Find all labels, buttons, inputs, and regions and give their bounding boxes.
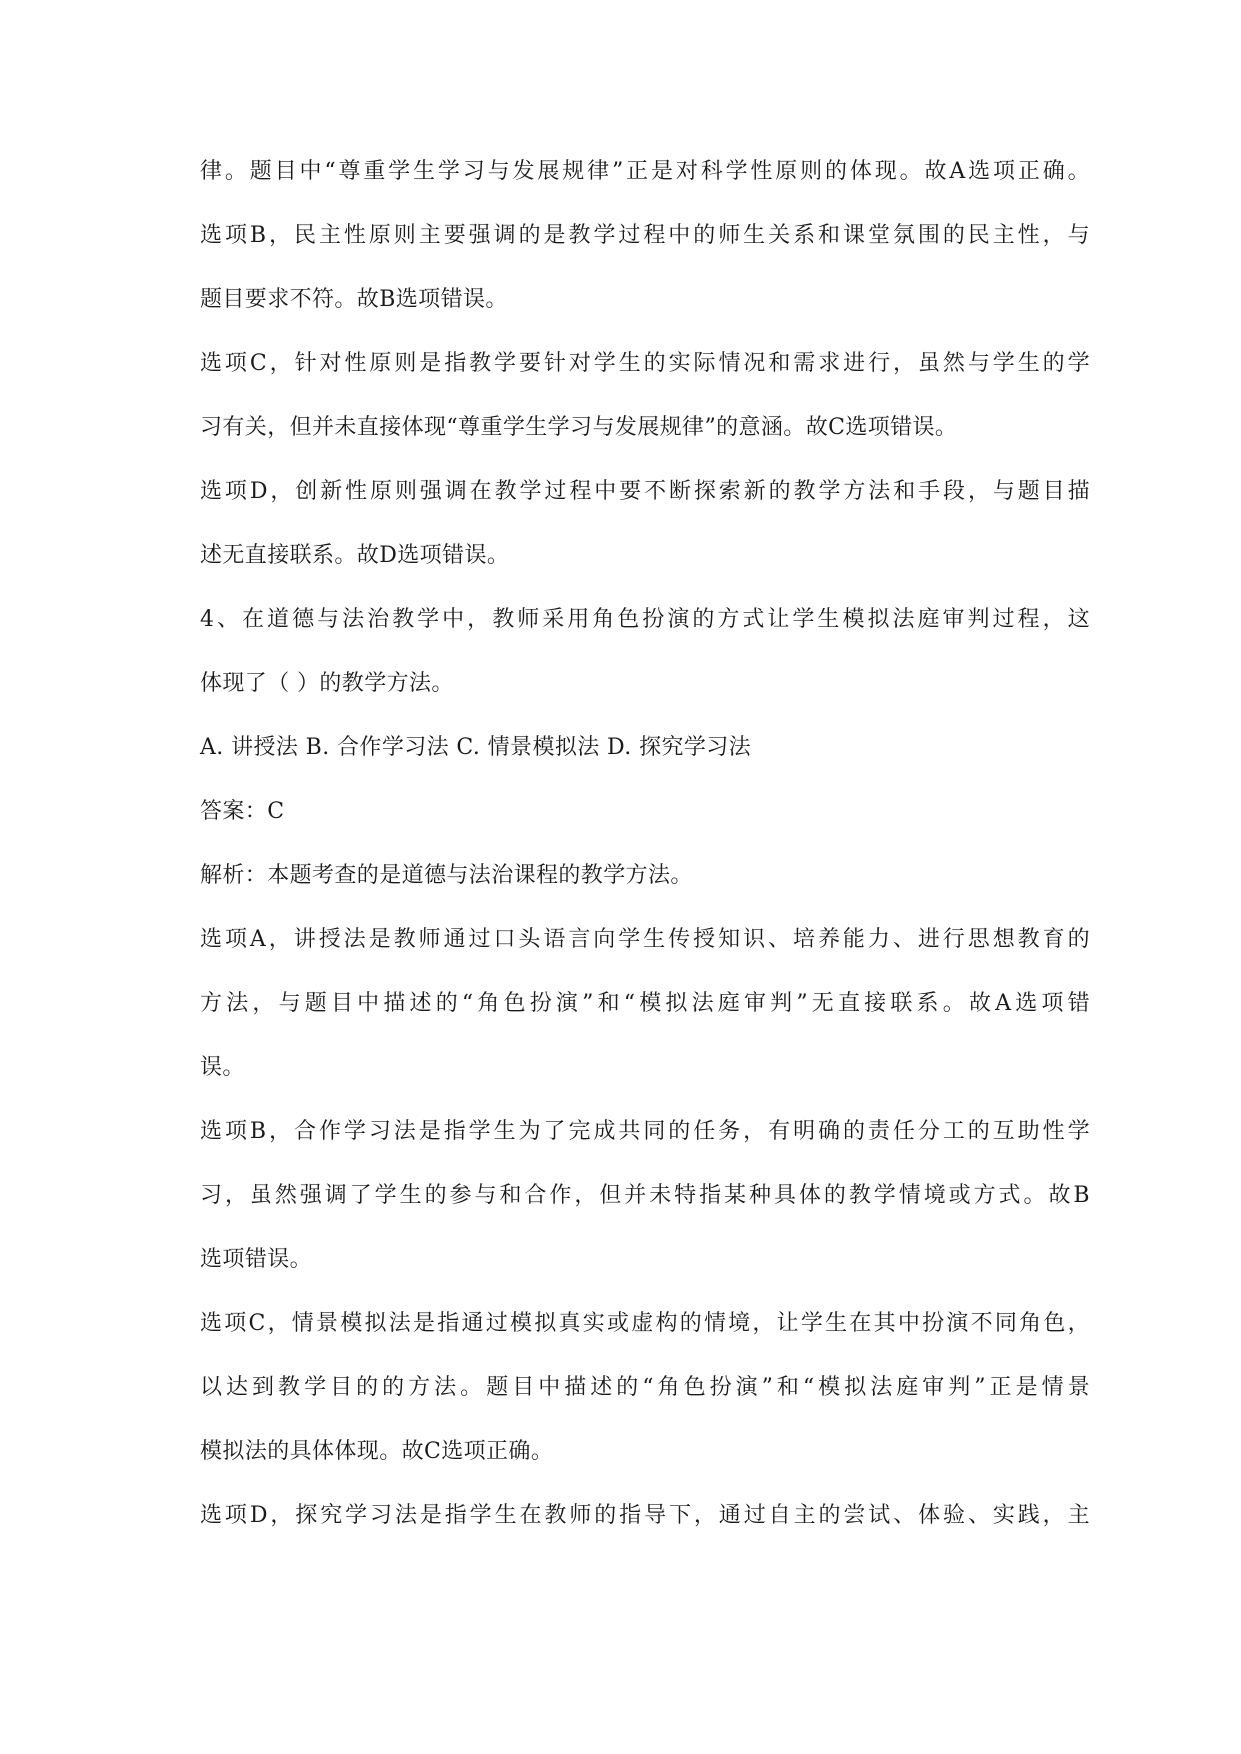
text-line: 述无直接联系。故D选项错误。	[200, 543, 510, 568]
text-line: 习，虽然强调了学生的参与和合作，但并未特指某种具体的教学情境或方式。故B	[200, 1183, 1090, 1208]
answer-line: 答案：C	[200, 799, 285, 824]
text-line: 以达到教学目的的方法。题目中描述的“角色扮演”和“模拟法庭审判”正是情景	[200, 1375, 1090, 1400]
text-line: 选项B，合作学习法是指学生为了完成共同的任务，有明确的责任分工的互助性学	[200, 1119, 1090, 1144]
text-line: 选项C，情景模拟法是指通过模拟真实或虚构的情境，让学生在其中扮演不同角色，	[200, 1311, 1090, 1336]
text-line: 方法，与题目中描述的“角色扮演”和“模拟法庭审判”无直接联系。故A选项错	[200, 991, 1090, 1016]
question-line: 体现了（ ）的教学方法。	[200, 671, 454, 696]
text-line: 习有关，但并未直接体现“尊重学生学习与发展规律”的意涵。故C选项错误。	[200, 415, 958, 440]
options-line: A. 讲授法 B. 合作学习法 C. 情景模拟法 D. 探究学习法	[200, 735, 752, 760]
document-body	[200, 140, 1090, 1548]
analysis-line: 解析：本题考查的是道德与法治课程的教学方法。	[200, 863, 693, 888]
text-line: 选项D，探究学习法是指学生在教师的指导下，通过自主的尝试、体验、实践，主	[200, 1503, 1090, 1528]
text-line: 选项D，创新性原则强调在教学过程中要不断探索新的教学方法和手段，与题目描	[200, 479, 1090, 504]
text-line: 误。	[200, 1055, 245, 1080]
text-line: 选项B，民主性原则主要强调的是教学过程中的师生关系和课堂氛围的民主性，与	[200, 223, 1090, 248]
text-line: 选项A，讲授法是教师通过口头语言向学生传授知识、培养能力、进行思想教育的	[200, 927, 1090, 952]
text-line: 题目要求不符。故B选项错误。	[200, 287, 508, 312]
text-line: 模拟法的具体体现。故C选项正确。	[200, 1439, 554, 1464]
text-line: 律。题目中“尊重学生学习与发展规律”正是对科学性原则的体现。故A选项正确。	[200, 159, 1090, 184]
text-line: 选项C，针对性原则是指教学要针对学生的实际情况和需求进行，虽然与学生的学	[200, 351, 1090, 376]
question-line: 4、在道德与法治教学中，教师采用角色扮演的方式让学生模拟法庭审判过程，这	[200, 607, 1090, 632]
text-line: 选项错误。	[200, 1247, 313, 1272]
